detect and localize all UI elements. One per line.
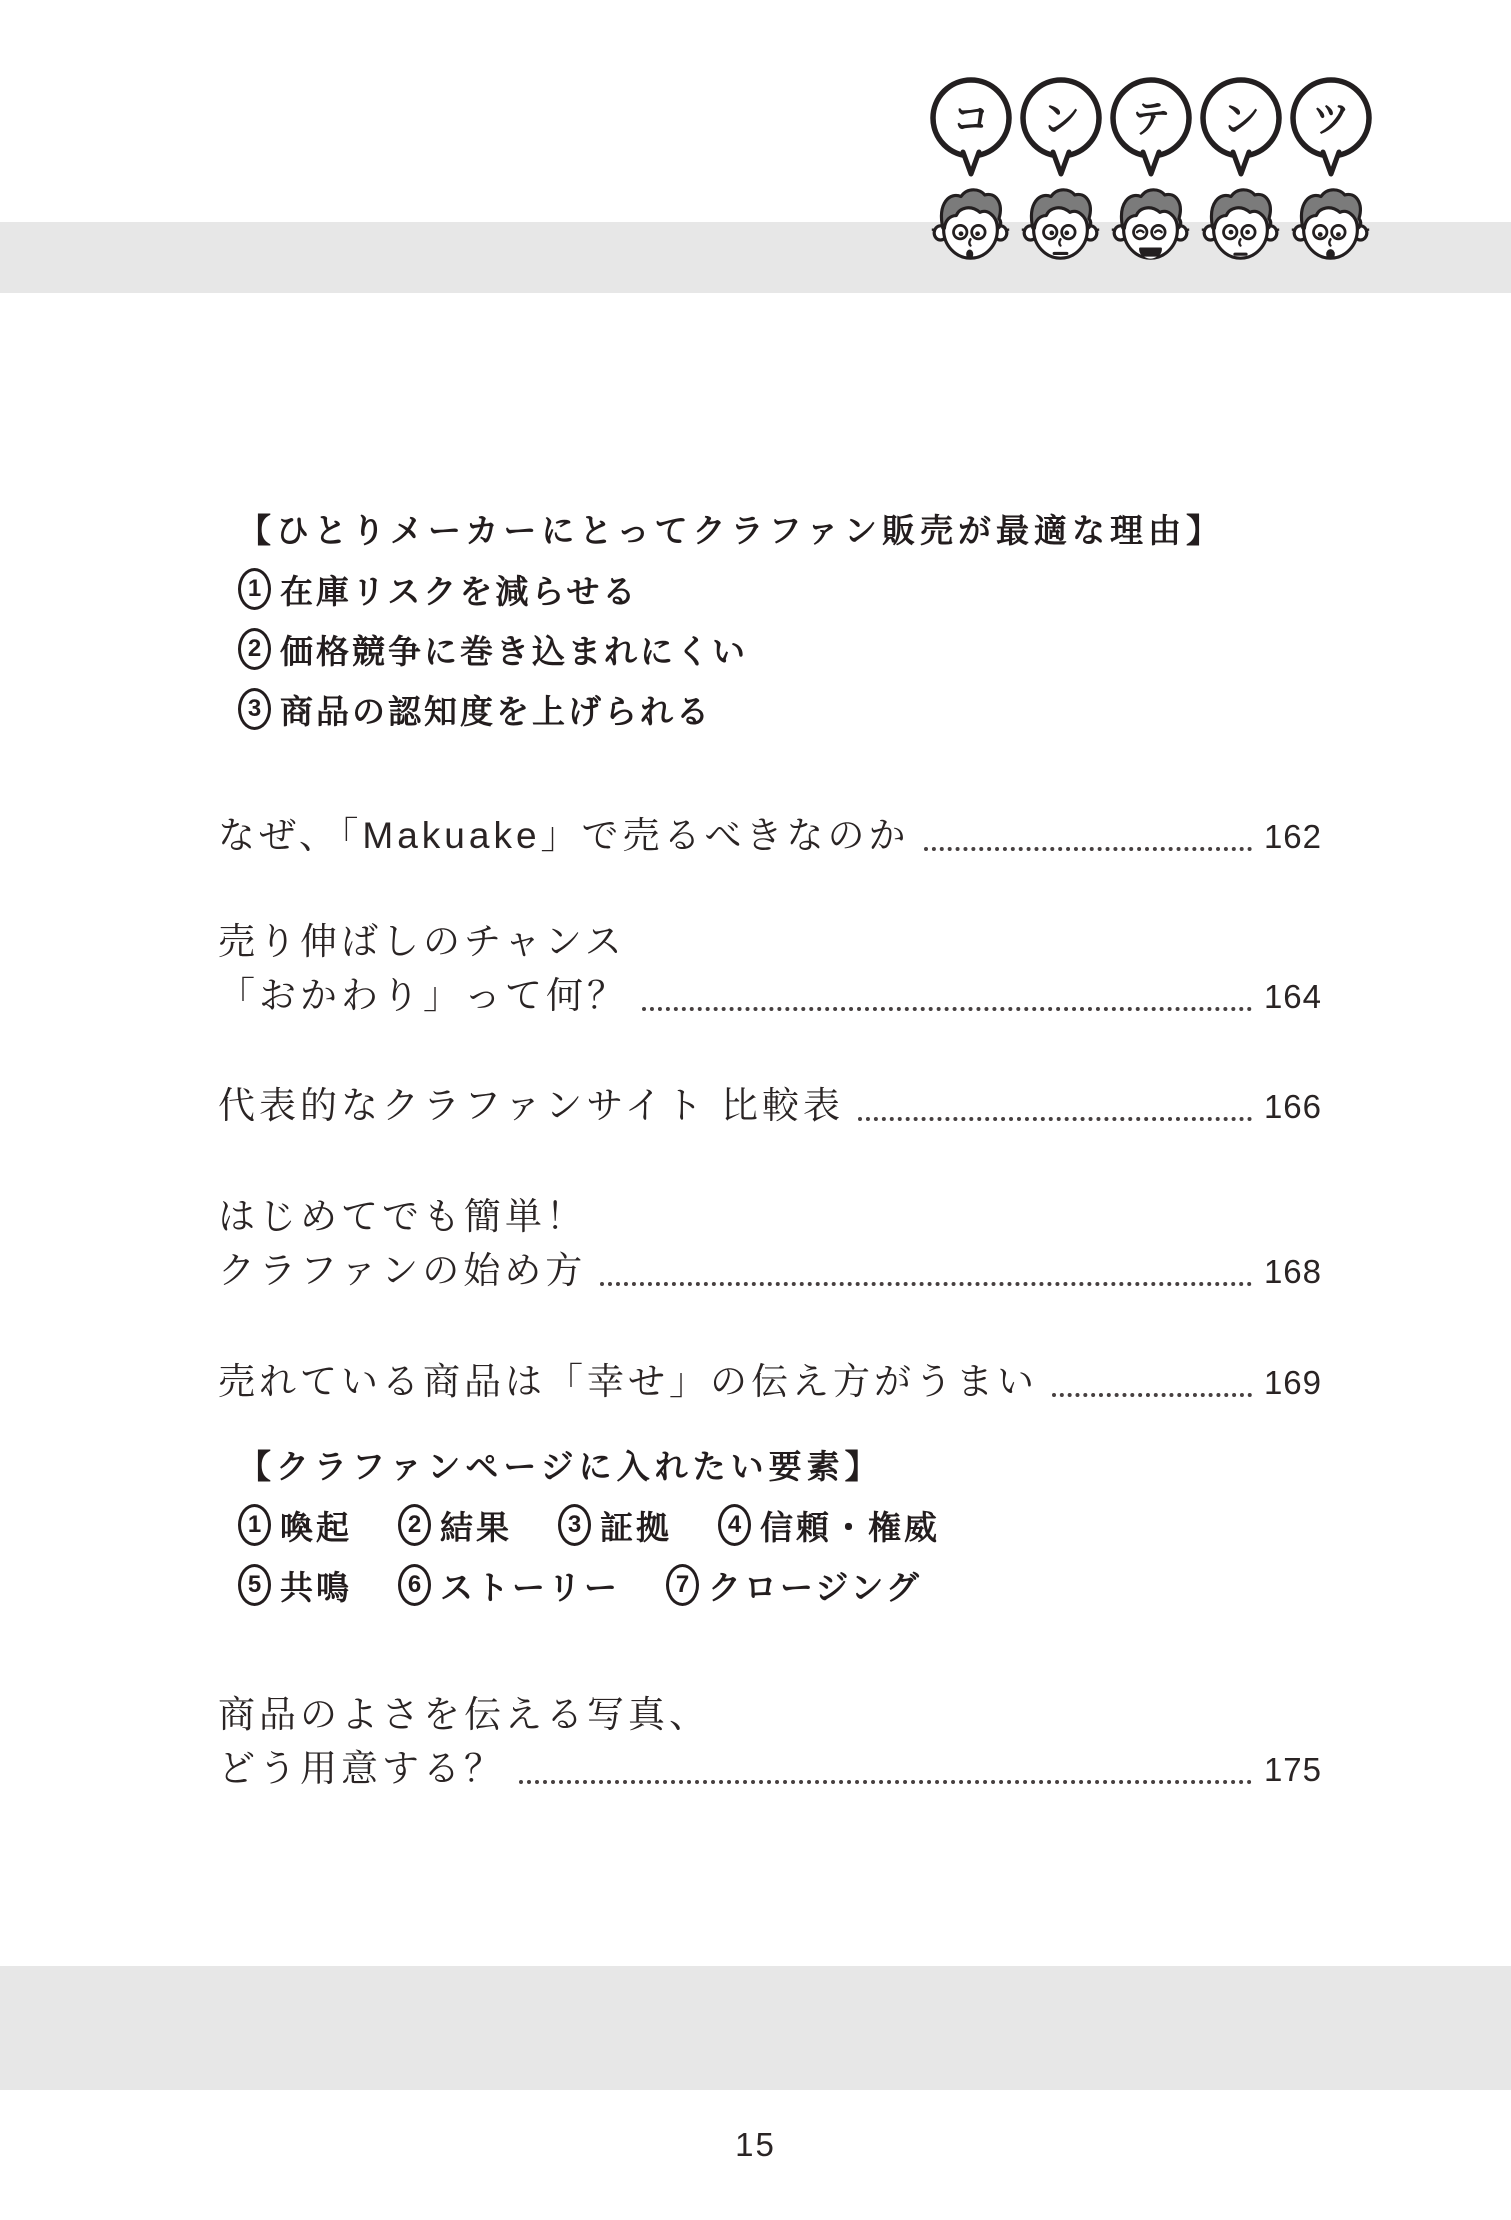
list-item-label: 商品の認知度を上げられる xyxy=(280,692,712,730)
toc-entry-shashin xyxy=(218,1688,1322,1797)
sublist-title: 【ひとりメーカーにとってクラファン販売が最適な理由】 xyxy=(238,511,1225,549)
list-item-label: 結果 xyxy=(440,1508,512,1546)
bubble-char: コ xyxy=(951,99,991,141)
face-shocked-icon xyxy=(1291,182,1370,268)
dot-leader xyxy=(1052,1393,1252,1397)
dot-leader xyxy=(924,847,1252,851)
toc-entry-title: はじめてでも簡単！ xyxy=(218,1196,587,1237)
speech-bubble-icon xyxy=(1108,74,1194,186)
toc-entry-shiawase xyxy=(218,1355,1322,1410)
face-row xyxy=(931,182,1374,268)
toc-entry-title: 商品のよさを伝える写真、 xyxy=(218,1694,710,1735)
circled-number: 1 xyxy=(238,568,271,610)
toc-page-number: 169 xyxy=(1263,1364,1322,1401)
toc-page-number: 168 xyxy=(1263,1253,1322,1290)
list-item xyxy=(398,1502,512,1549)
circled-number: 5 xyxy=(238,1564,271,1606)
toc-entry-hajimete xyxy=(218,1190,1322,1299)
dot-leader xyxy=(642,1007,1252,1011)
toc-entry-title: クラファンの始め方 xyxy=(218,1250,587,1291)
list-row xyxy=(238,1555,940,1615)
toc-entry-title: どう用意する？ xyxy=(218,1748,505,1789)
list-row xyxy=(238,1495,940,1555)
speech-bubble-icon xyxy=(1288,74,1374,186)
dot-leader xyxy=(858,1117,1252,1121)
bubble-char: ン xyxy=(1221,99,1261,141)
speech-bubble-icon xyxy=(1018,74,1104,186)
dot-leader xyxy=(600,1282,1252,1286)
circled-number: 2 xyxy=(238,628,271,670)
list-item-label: 信頼・権威 xyxy=(760,1508,940,1546)
circled-number: 6 xyxy=(398,1564,431,1606)
circled-number: 3 xyxy=(558,1504,591,1546)
toc-entry-title: 売り伸ばしのチャンス xyxy=(218,921,626,962)
toc-entry-title: 代表的なクラファンサイト 比較表 xyxy=(218,1085,844,1126)
bubble-char: ツ xyxy=(1311,99,1351,141)
list-item-label: クロージング xyxy=(708,1568,922,1606)
speech-bubble-icon xyxy=(1198,74,1284,186)
face-calm-icon xyxy=(1201,182,1280,268)
list-item xyxy=(238,1562,352,1609)
list-item xyxy=(718,1502,940,1549)
circled-number: 2 xyxy=(398,1504,431,1546)
bubble-char: ン xyxy=(1041,99,1081,141)
list-item-label: 価格競争に巻き込まれにくい xyxy=(280,632,748,670)
list-item xyxy=(558,1502,672,1549)
list-item xyxy=(238,679,1224,739)
contents-header xyxy=(928,74,1374,268)
bottom-gray-band xyxy=(0,1966,1511,2090)
list-item xyxy=(238,559,1224,619)
sublist-crowdfunding-reasons xyxy=(238,497,1224,739)
toc-page-number: 166 xyxy=(1263,1088,1322,1125)
speech-bubble-icon xyxy=(928,74,1014,186)
list-item xyxy=(666,1562,922,1609)
face-neutral-icon xyxy=(1021,182,1100,268)
list-item-label: 共鳴 xyxy=(280,1568,352,1606)
circled-number: 1 xyxy=(238,1504,271,1546)
sublist-page-elements xyxy=(238,1433,940,1615)
circled-number: 7 xyxy=(666,1564,699,1606)
list-item-label: ストーリー xyxy=(440,1568,620,1606)
list-item-label: 在庫リスクを減らせる xyxy=(280,572,639,610)
circled-number: 4 xyxy=(718,1504,751,1546)
speech-bubble-row xyxy=(928,74,1374,186)
list-item-label: 喚起 xyxy=(280,1508,352,1546)
page-number: 15 xyxy=(735,2126,776,2163)
circled-number: 3 xyxy=(238,688,271,730)
bubble-char: テ xyxy=(1131,99,1171,141)
sublist-title: 【クラファンページに入れたい要素】 xyxy=(238,1447,883,1485)
list-item xyxy=(398,1562,620,1609)
dot-leader xyxy=(519,1780,1252,1784)
toc-page-number: 164 xyxy=(1263,978,1322,1015)
list-item-label: 証拠 xyxy=(600,1508,672,1546)
toc-page-number: 162 xyxy=(1263,818,1322,855)
toc-entry-title: なぜ、「Makuake」で売るべきなのか xyxy=(218,815,910,856)
face-laughing-icon xyxy=(1111,182,1190,268)
toc-entry-title: 売れている商品は「幸せ」の伝え方がうまい xyxy=(218,1361,1038,1402)
list-item xyxy=(238,1502,352,1549)
toc-entry-title: 「おかわり」って何？ xyxy=(218,975,628,1016)
toc-page-number: 175 xyxy=(1263,1751,1322,1788)
list-item xyxy=(238,619,1224,679)
toc-entry-makuake xyxy=(218,809,1322,864)
face-surprised-icon xyxy=(931,182,1010,268)
toc-entry-okawari xyxy=(218,915,1322,1024)
toc-entry-hikaku xyxy=(218,1079,1322,1134)
